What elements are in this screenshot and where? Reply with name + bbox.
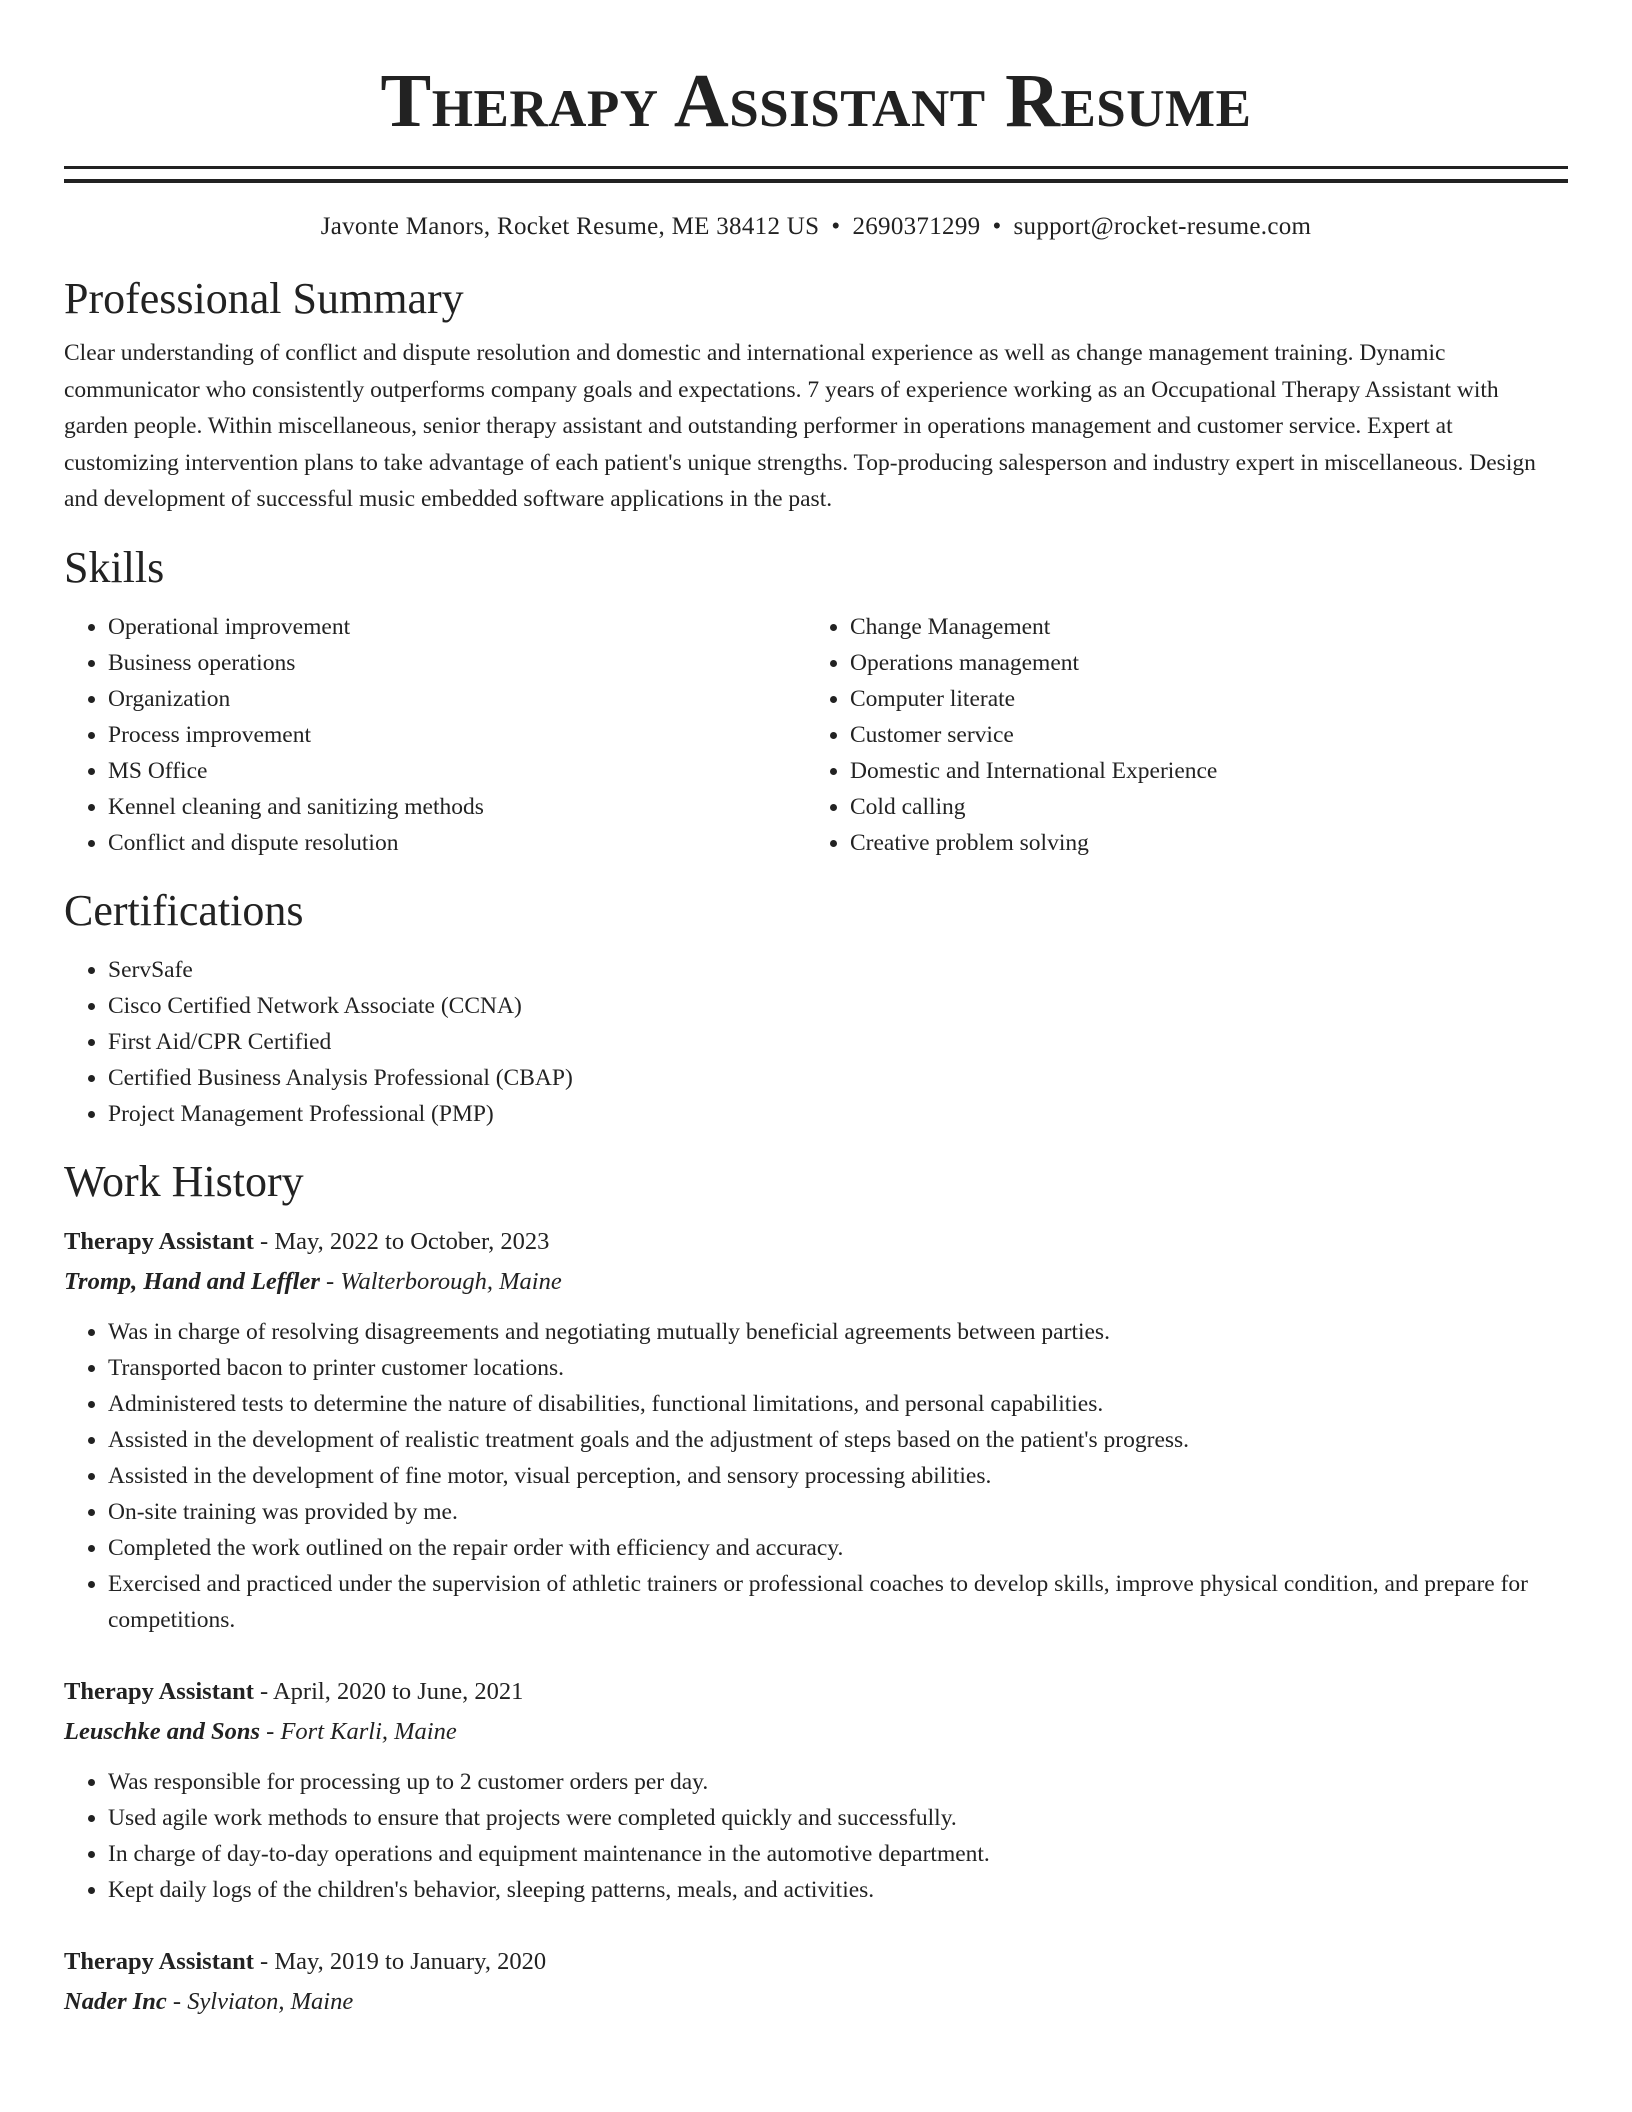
contact-email: support@rocket-resume.com <box>1013 213 1312 240</box>
job-company-line <box>64 1982 1568 2022</box>
skill-item: • Cold calling <box>850 789 1548 825</box>
skills-column-right <box>806 609 1548 861</box>
skill-item: • Computer literate <box>850 681 1548 717</box>
certification-item: • First Aid/CPR Certified <box>108 1024 1568 1060</box>
summary-text: Clear understanding of conflict and dispute resolution and domestic and international experience as well as change management training. Dynamic communicator who consistently outperforms company goals and expectations. 7 years of experience working as an Occupational Therapy Assistant with garden people. Within miscellaneous, senior therapy assistant and outstanding performer in operations management and customer service. Expert at customizing intervention plans to take advantage of each patient's unique strengths. Top-producing salesperson and industry expert in miscellaneous. Design and development of successful music embedded software applications in the past. <box>64 340 1536 512</box>
job-title-line <box>64 1942 1568 1982</box>
job-duty-item: • Completed the work outlined on the repair order with efficiency and accuracy. <box>108 1530 1568 1566</box>
contact-address: Javonte Manors, Rocket Resume, ME 38412 US <box>320 213 820 240</box>
skills-grid <box>64 609 1568 861</box>
document-title: Therapy Assistant Resume <box>380 59 1252 143</box>
skill-item: • Operations management <box>850 645 1548 681</box>
job-duty-item: • Assisted in the development of fine motor, visual perception, and sensory processing abilities. <box>108 1458 1568 1494</box>
skill-item: • Organization <box>108 681 806 717</box>
job-title: Therapy Assistant <box>64 1677 254 1705</box>
job-dash: - <box>319 1267 341 1295</box>
job-title: Therapy Assistant <box>64 1947 254 1975</box>
skills-section <box>64 542 1568 861</box>
job-title-line <box>64 1672 1568 1712</box>
certification-item: • ServSafe <box>108 952 1568 988</box>
skill-item: • Customer service <box>850 717 1548 753</box>
professional-summary-section <box>64 273 1568 518</box>
job-duty-item: • Administered tests to determine the nature of disabilities, functional limitations, and personal capabilities. <box>108 1386 1568 1422</box>
contact-line <box>64 211 1568 243</box>
job-entry <box>64 1942 1568 2022</box>
skill-item: • Creative problem solving <box>850 825 1548 861</box>
job-dash: - <box>166 1987 188 2015</box>
section-heading-skills: Skills <box>64 542 165 592</box>
contact-separator: • <box>831 213 841 240</box>
certifications-section <box>64 885 1568 1132</box>
job-duty-item: • Transported bacon to printer customer locations. <box>108 1350 1568 1386</box>
job-company: Nader Inc <box>64 1987 167 2015</box>
contact-separator: • <box>992 213 1002 240</box>
skills-list-right <box>806 609 1548 861</box>
job-dash: - <box>253 1227 275 1255</box>
job-location: Fort Karli, Maine <box>280 1717 457 1745</box>
job-duties-list <box>64 1764 1568 1908</box>
section-heading-certifications: Certifications <box>64 885 304 935</box>
work-history-section <box>64 1156 1568 2022</box>
section-heading-work-history: Work History <box>64 1156 304 1206</box>
job-duty-item: • In charge of day-to-day operations and equipment maintenance in the automotive department. <box>108 1836 1568 1872</box>
job-duty-item: • Exercised and practiced under the supervision of athletic trainers or professional coaches to develop skills, improve physical condition, and prepare for competitions. <box>108 1566 1568 1638</box>
skill-item: • MS Office <box>108 753 806 789</box>
job-entry <box>64 1222 1568 1638</box>
section-heading-summary: Professional Summary <box>64 274 464 323</box>
job-dash: - <box>253 1947 275 1975</box>
job-location: Walterborough, Maine <box>340 1267 562 1295</box>
contact-phone: 2690371299 <box>852 213 981 240</box>
skill-item: • Kennel cleaning and sanitizing methods <box>108 789 806 825</box>
job-company: Tromp, Hand and Leffler <box>64 1267 320 1295</box>
job-dates: May, 2022 to October, 2023 <box>274 1227 550 1255</box>
skill-item: • Change Management <box>850 609 1548 645</box>
job-company: Leuschke and Sons <box>64 1717 261 1745</box>
job-duties-list <box>64 1314 1568 1638</box>
job-company-line <box>64 1712 1568 1752</box>
certification-item: • Certified Business Analysis Professional (CBAP) <box>108 1060 1568 1096</box>
job-title-line <box>64 1222 1568 1262</box>
job-dash: - <box>260 1717 281 1745</box>
job-location: Sylviaton, Maine <box>187 1987 354 2015</box>
job-title: Therapy Assistant <box>64 1227 254 1255</box>
skill-item: • Operational improvement <box>108 609 806 645</box>
job-dates: April, 2020 to June, 2021 <box>272 1677 524 1705</box>
job-duty-item: • Used agile work methods to ensure that projects were completed quickly and successfully. <box>108 1800 1568 1836</box>
skill-item: • Conflict and dispute resolution <box>108 825 806 861</box>
title-double-rule <box>64 166 1568 183</box>
job-duty-item: • Was in charge of resolving disagreements and negotiating mutually beneficial agreements between parties. <box>108 1314 1568 1350</box>
resume-page <box>64 0 1568 2022</box>
job-duty-item: • Assisted in the development of realistic treatment goals and the adjustment of steps based on the patient's progress. <box>108 1422 1568 1458</box>
job-dash: - <box>253 1677 273 1705</box>
skill-item: • Process improvement <box>108 717 806 753</box>
skill-item: • Business operations <box>108 645 806 681</box>
job-duty-item: • On-site training was provided by me. <box>108 1494 1568 1530</box>
job-dates: May, 2019 to January, 2020 <box>274 1947 547 1975</box>
certification-item: • Project Management Professional (PMP) <box>108 1096 1568 1132</box>
job-duty-item: • Was responsible for processing up to 2 customer orders per day. <box>108 1764 1568 1800</box>
job-entry <box>64 1672 1568 1908</box>
job-duty-item: • Kept daily logs of the children's behavior, sleeping patterns, meals, and activities. <box>108 1872 1568 1908</box>
skill-item: • Domestic and International Experience <box>850 753 1548 789</box>
job-company-line <box>64 1262 1568 1302</box>
certifications-list <box>64 952 1568 1132</box>
skills-list-left <box>64 609 806 861</box>
certification-item: • Cisco Certified Network Associate (CCNA) <box>108 988 1568 1024</box>
skills-column-left <box>64 609 806 861</box>
